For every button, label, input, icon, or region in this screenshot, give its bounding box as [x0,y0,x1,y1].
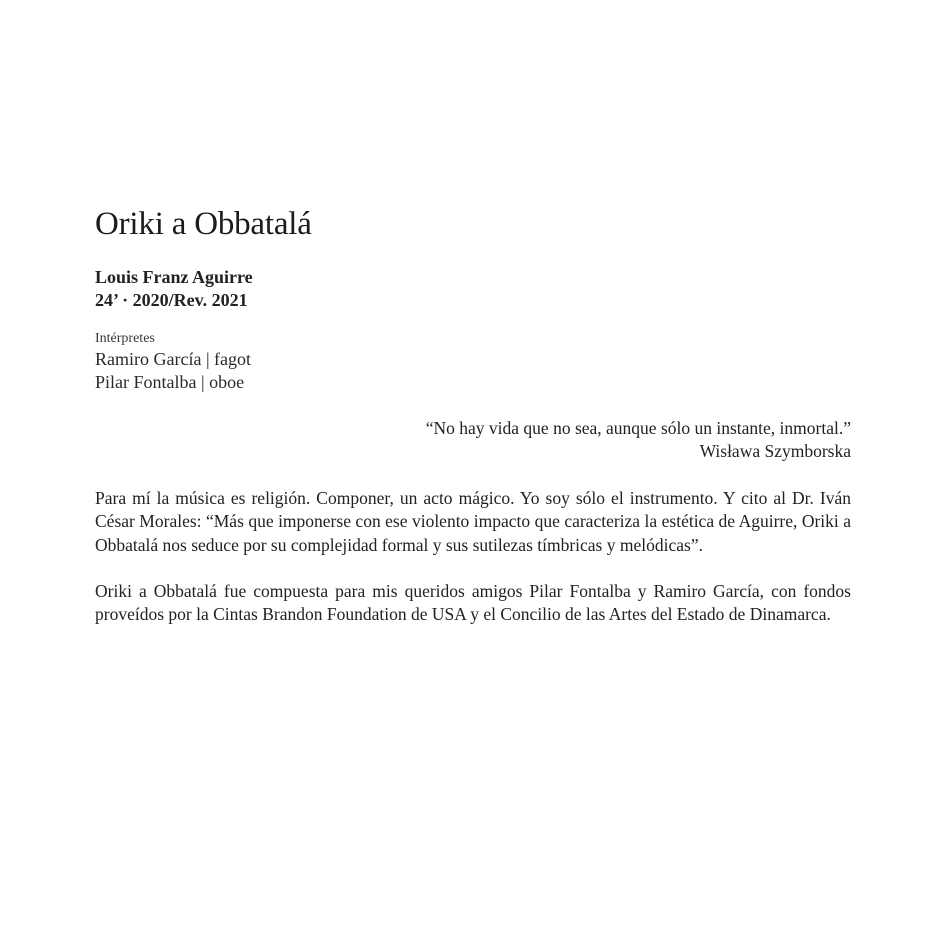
epigraph-author: Wisława Szymborska [699,441,851,461]
work-meta [95,266,851,312]
program-note-page [95,204,851,626]
note-paragraph: Para mí la música es religión. Componer, un acto mágico. Yo soy sólo el instrumento. Y cito al Dr. Iván César Morales: “Más que imponerse con ese violento impacto que caracteriza la estética de Aguirre, Oriki a Obbatalá nos seduce por su complejidad formal y sus sutilezas tímbricas y melódicas”. [95,488,851,555]
note-paragraph: Oriki a Obbatalá fue compuesta para mis queridos amigos Pilar Fontalba y Ramiro García, con fondos proveídos por la Cintas Brandon Foundation de USA y el Concilio de las Artes del Estado de Dinamarca. [95,580,851,625]
composer-name: Louis Franz Aguirre [95,267,253,287]
epigraph-quote: “No hay vida que no sea, aunque sólo un instante, inmortal.” [425,418,851,438]
performers-label: Intérpretes [95,331,155,346]
performers-section [95,330,851,394]
epigraph [95,417,851,463]
duration-year: 24’ · 2020/Rev. 2021 [95,290,248,310]
performer-item: Pilar Fontalba | oboe [95,372,245,392]
work-title: Oriki a Obbatalá [95,206,312,242]
performer-item: Ramiro García | fagot [95,349,252,369]
